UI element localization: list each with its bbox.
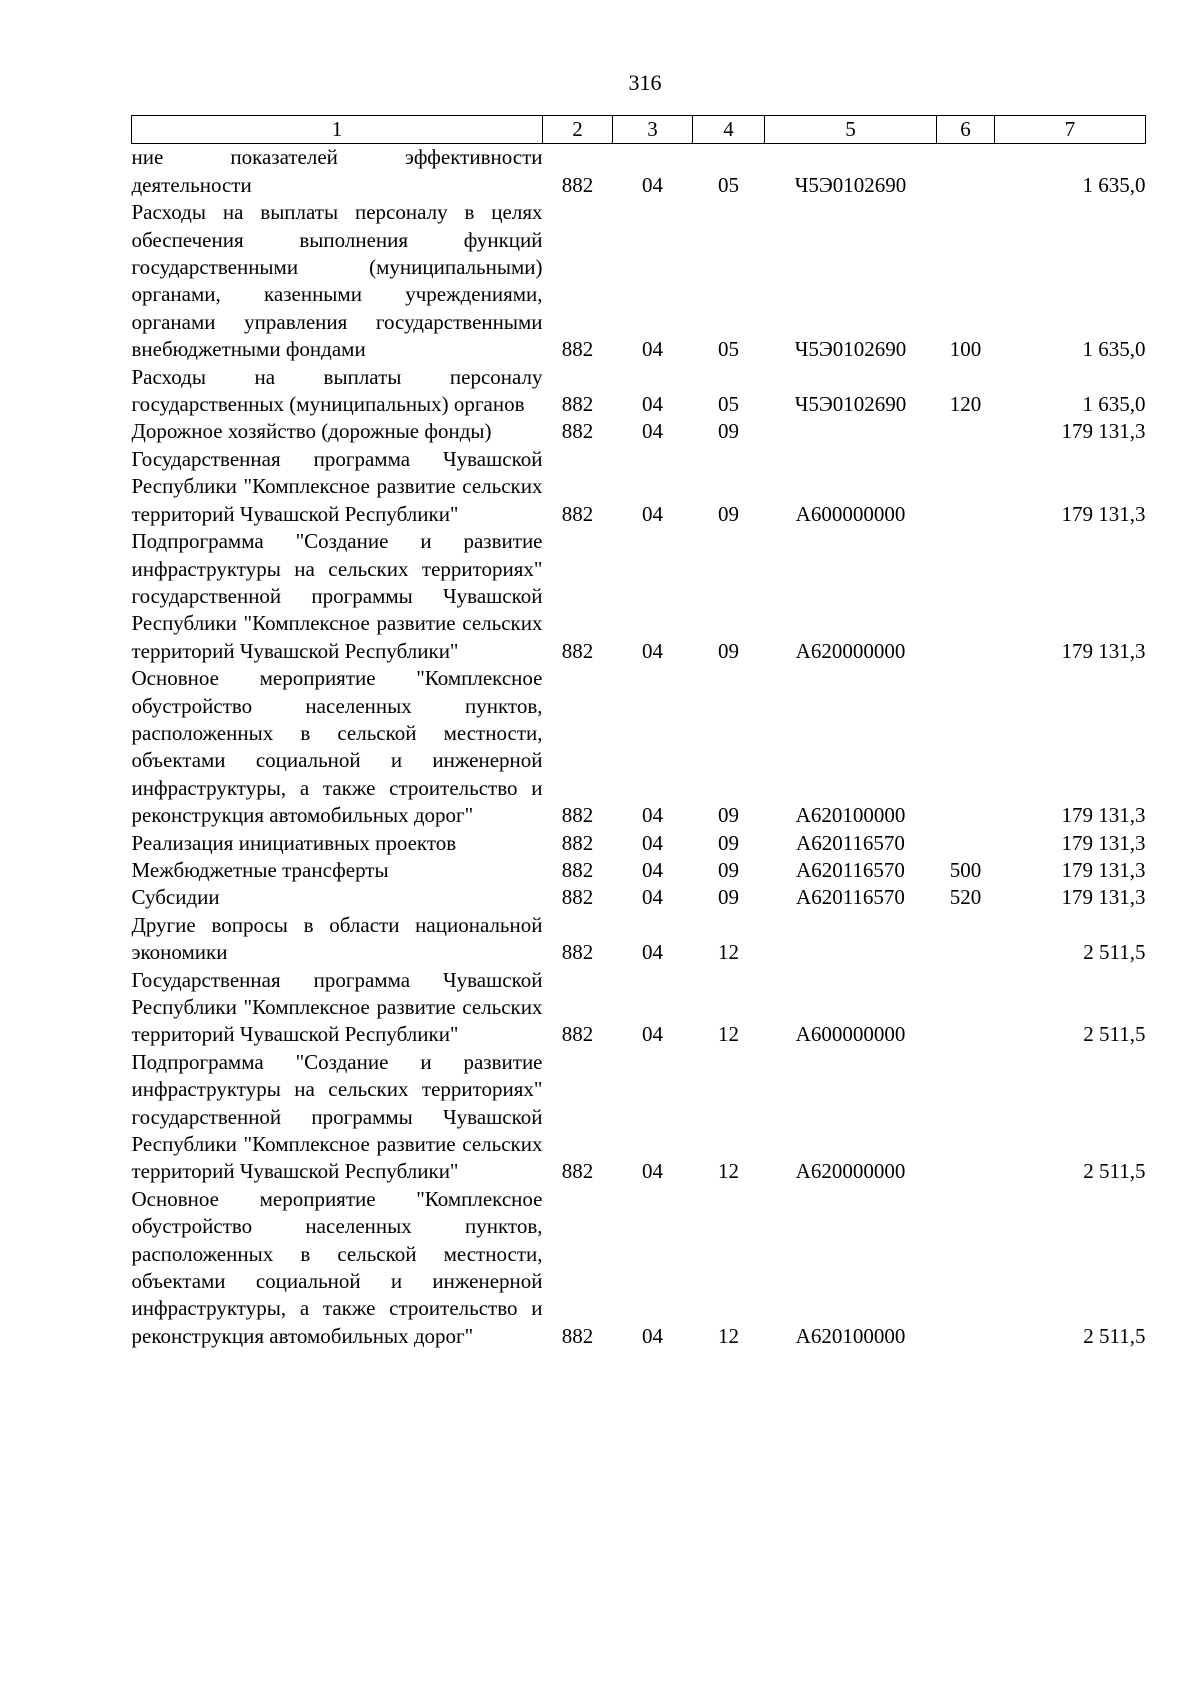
expense-type-code: [937, 1049, 995, 1186]
target-article-code: А620116570: [796, 857, 905, 882]
column-header: 1: [132, 116, 543, 144]
ministry-code: 882: [561, 940, 594, 965]
expense-type-code: [937, 418, 995, 445]
target-article-code: А620100000: [795, 803, 906, 828]
item-name: Расходы на выплаты персоналу в целях обеспечения выполнения функций государственными (муниципальными) органами, казенными учреждениями, органами управления государственными внебюджетными фондами: [131, 200, 543, 362]
section-code: 04: [642, 419, 663, 444]
column-header: 3: [613, 116, 693, 144]
section-code: 04: [642, 392, 663, 417]
column-header: 5: [765, 116, 937, 144]
amount: 179 131,3: [1061, 803, 1146, 828]
subsection-code: 12: [718, 1159, 739, 1184]
subsection-code: 12: [718, 940, 739, 965]
expense-type-code: [937, 1186, 995, 1350]
column-header: 2: [543, 116, 613, 144]
ministry-code: 882: [561, 172, 594, 197]
expense-type-code: 120: [949, 392, 982, 417]
subsection-code: 05: [718, 337, 739, 362]
item-name: ние показателей эффективности деятельности: [131, 145, 543, 197]
target-article-code: Ч5Э0102690: [794, 392, 907, 417]
target-article-code: А620116570: [796, 830, 905, 855]
target-article-code: [765, 912, 937, 967]
target-article-code: [765, 418, 937, 445]
ministry-code: 882: [561, 1323, 594, 1348]
subsection-code: 05: [718, 392, 739, 417]
column-header: 7: [995, 116, 1146, 144]
table-row: [132, 144, 1146, 199]
table-row: [132, 1186, 1146, 1350]
table-row: [132, 1049, 1146, 1186]
section-code: 04: [642, 337, 663, 362]
section-code: 04: [642, 1022, 663, 1047]
expense-type-code: 500: [949, 857, 982, 882]
table-body: [132, 144, 1146, 1350]
expense-type-code: 100: [949, 337, 982, 362]
table-row: [132, 884, 1146, 911]
expense-type-code: [937, 912, 995, 967]
expense-type-code: [937, 446, 995, 528]
section-code: 04: [642, 1323, 663, 1348]
subsection-code: 09: [718, 501, 739, 526]
item-name: Государственная программа Чувашской Республики "Комплексное развитие сельских территорий Чувашской Республики": [131, 446, 543, 526]
ministry-code: 882: [561, 857, 594, 882]
ministry-code: 882: [561, 419, 594, 444]
ministry-code: 882: [561, 392, 594, 417]
expense-type-code: [937, 665, 995, 829]
item-name: Реализация инициативных проектов: [131, 830, 457, 855]
amount: 179 131,3: [1061, 638, 1146, 663]
table-row: [132, 364, 1146, 419]
section-code: 04: [642, 885, 663, 910]
target-article-code: А620000000: [795, 1159, 906, 1184]
item-name: Межбюджетные трансферты: [131, 857, 389, 882]
subsection-code: 12: [718, 1323, 739, 1348]
amount: 179 131,3: [1061, 857, 1146, 882]
subsection-code: 05: [718, 172, 739, 197]
table-row: [132, 446, 1146, 528]
section-code: 04: [642, 940, 663, 965]
subsection-code: 09: [718, 419, 739, 444]
subsection-code: 09: [718, 830, 739, 855]
subsection-code: 09: [718, 885, 739, 910]
amount: 2 511,5: [1083, 1159, 1146, 1184]
item-name: Подпрограмма "Создание и развитие инфраструктуры на сельских территориях" государственной программы Чувашской Республики "Комплексное развитие сельских территорий Чувашской Республики": [131, 1049, 543, 1184]
subsection-code: 12: [718, 1022, 739, 1047]
amount: 179 131,3: [1061, 830, 1146, 855]
column-header: 4: [693, 116, 765, 144]
item-name: Субсидии: [131, 885, 220, 910]
table-row: [132, 912, 1146, 967]
table-row: [132, 528, 1146, 665]
item-name: Расходы на выплаты персоналу государственных (муниципальных) органов: [131, 364, 543, 417]
table-row: [132, 967, 1146, 1049]
item-name: Подпрограмма "Создание и развитие инфраструктуры на сельских территориях" государственной программы Чувашской Республики "Комплексное развитие сельских территорий Чувашской Республики": [131, 529, 543, 663]
subsection-code: 09: [718, 638, 739, 663]
section-code: 04: [642, 830, 663, 855]
subsection-code: 09: [718, 803, 739, 828]
ministry-code: 882: [561, 1022, 594, 1047]
ministry-code: 882: [561, 638, 594, 663]
ministry-code: 882: [561, 803, 594, 828]
target-article-code: Ч5Э0102690: [794, 172, 907, 197]
target-article-code: А620116570: [796, 885, 905, 910]
target-article-code: А600000000: [795, 501, 906, 526]
amount: 1 635,0: [1082, 337, 1146, 362]
amount: 1 635,0: [1082, 392, 1146, 417]
item-name: Государственная программа Чувашской Республики "Комплексное развитие сельских территорий Чувашской Республики": [131, 967, 543, 1047]
ministry-code: 882: [561, 1159, 594, 1184]
target-article-code: А620100000: [795, 1323, 906, 1348]
ministry-code: 882: [561, 830, 594, 855]
target-article-code: А620000000: [795, 638, 906, 663]
amount: 179 131,3: [1061, 419, 1146, 444]
amount: 2 511,5: [1083, 940, 1146, 965]
section-code: 04: [642, 638, 663, 663]
expense-type-code: [937, 144, 995, 199]
amount: 179 131,3: [1061, 501, 1146, 526]
budget-table: [131, 115, 1146, 1350]
amount: 179 131,3: [1061, 885, 1146, 910]
amount: 1 635,0: [1082, 172, 1146, 197]
section-code: 04: [642, 172, 663, 197]
ministry-code: 882: [561, 885, 594, 910]
expense-type-code: [937, 528, 995, 665]
item-name: Основное мероприятие "Комплексное обустройство населенных пунктов, расположенных в сельской местности, объектами социальной и инженерной инфраструктуры, а также строительство и реконструкция автомобильных дорог": [131, 1186, 543, 1348]
section-code: 04: [642, 1159, 663, 1184]
table-row: [132, 418, 1146, 445]
expense-type-code: [937, 967, 995, 1049]
ministry-code: 882: [561, 337, 594, 362]
page-number: 316: [628, 70, 662, 95]
expense-type-code: [937, 830, 995, 857]
amount: 2 511,5: [1083, 1323, 1146, 1348]
table-row: [132, 830, 1146, 857]
item-name: Дорожное хозяйство (дорожные фонды): [131, 419, 492, 444]
table-header-row: [132, 116, 1146, 144]
subsection-code: 09: [718, 857, 739, 882]
table-row: [132, 857, 1146, 884]
section-code: 04: [642, 857, 663, 882]
target-article-code: Ч5Э0102690: [794, 337, 907, 362]
section-code: 04: [642, 501, 663, 526]
target-article-code: А600000000: [795, 1022, 906, 1047]
expense-type-code: 520: [949, 885, 982, 910]
ministry-code: 882: [561, 501, 594, 526]
table-row: [132, 199, 1146, 363]
amount: 2 511,5: [1083, 1022, 1146, 1047]
table-row: [132, 665, 1146, 829]
item-name: Основное мероприятие "Комплексное обустройство населенных пунктов, расположенных в сельской местности, объектами социальной и инженерной инфраструктуры, а также строительство и реконструкция автомобильных дорог": [131, 666, 543, 828]
column-header: 6: [937, 116, 995, 144]
item-name: Другие вопросы в области национальной экономики: [131, 912, 543, 965]
section-code: 04: [642, 803, 663, 828]
